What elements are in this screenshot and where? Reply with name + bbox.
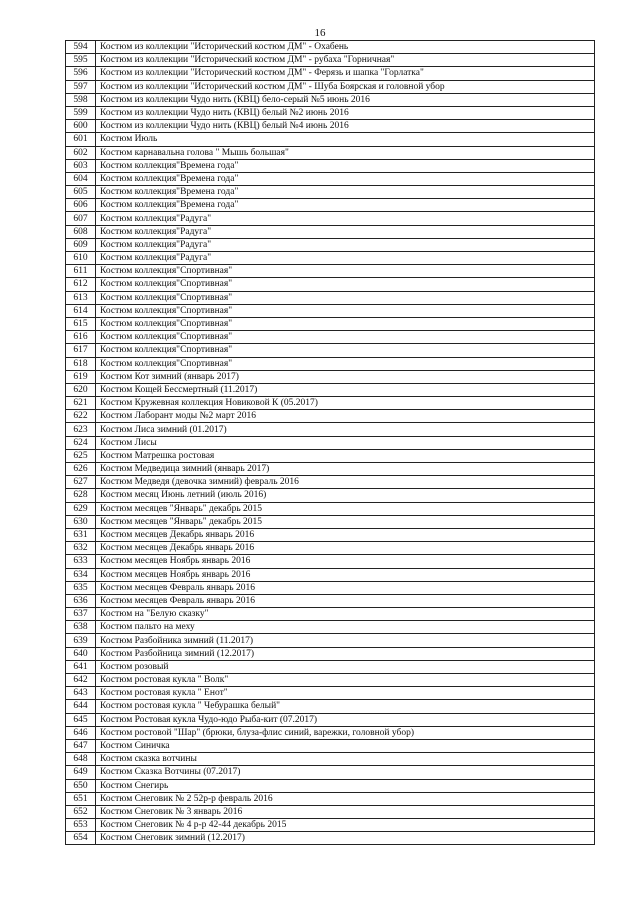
- table-row: [66, 528, 595, 541]
- row-number-cell: 632: [66, 542, 96, 555]
- item-name-cell: Костюм ростовая кукла " Волк": [96, 674, 595, 687]
- table-row: [66, 766, 595, 779]
- item-name-cell: Костюм из коллекции Чудо нить (КВЦ) белый №2 июнь 2016: [96, 106, 595, 119]
- row-number-cell: 633: [66, 555, 96, 568]
- table-row: [66, 80, 595, 93]
- item-name-cell: Костюм месяцев Ноябрь январь 2016: [96, 555, 595, 568]
- item-name-cell: Костюм из коллекции "Исторический костюм ДМ" - Ферязь и шапка "Горлатка": [96, 67, 595, 80]
- item-name-cell: Костюм из коллекции Чудо нить (КВЦ) бело-серый №5 июнь 2016: [96, 93, 595, 106]
- row-number-cell: 604: [66, 172, 96, 185]
- row-number-cell: 640: [66, 647, 96, 660]
- table-row: [66, 436, 595, 449]
- table-row: [66, 489, 595, 502]
- item-name-cell: Костюм коллекция"Спортивная": [96, 304, 595, 317]
- table-row: [66, 700, 595, 713]
- item-name-cell: Костюм Синичка: [96, 739, 595, 752]
- table-row: [66, 542, 595, 555]
- row-number-cell: 622: [66, 410, 96, 423]
- item-name-cell: Костюм Ростовая кукла Чудо-юдо Рыба-кит (07.2017): [96, 713, 595, 726]
- item-name-cell: Костюм коллекция"Спортивная": [96, 291, 595, 304]
- table-row: [66, 199, 595, 212]
- item-name-cell: Костюм из коллекции "Исторический костюм ДМ" - рубаха "Горничная": [96, 54, 595, 67]
- row-number-cell: 601: [66, 133, 96, 146]
- row-number-cell: 594: [66, 41, 96, 54]
- table-row: [66, 370, 595, 383]
- item-name-cell: Костюм коллекция"Времена года": [96, 186, 595, 199]
- row-number-cell: 626: [66, 463, 96, 476]
- table-row: [66, 819, 595, 832]
- table-row: [66, 594, 595, 607]
- row-number-cell: 618: [66, 357, 96, 370]
- row-number-cell: 644: [66, 700, 96, 713]
- row-number-cell: 647: [66, 739, 96, 752]
- row-number-cell: 642: [66, 674, 96, 687]
- row-number-cell: 631: [66, 528, 96, 541]
- item-name-cell: Костюм на "Белую сказку": [96, 608, 595, 621]
- row-number-cell: 616: [66, 331, 96, 344]
- item-name-cell: Костюм коллекция"Радуга": [96, 225, 595, 238]
- table-row: [66, 41, 595, 54]
- table-row: [66, 317, 595, 330]
- table-row: [66, 476, 595, 489]
- row-number-cell: 623: [66, 423, 96, 436]
- table-row: [66, 555, 595, 568]
- item-name-cell: Костюм месяцев Декабрь январь 2016: [96, 528, 595, 541]
- row-number-cell: 606: [66, 199, 96, 212]
- row-number-cell: 635: [66, 581, 96, 594]
- item-name-cell: Костюм розовый: [96, 660, 595, 673]
- item-name-cell: Костюм карнавальна голова " Мышь большая": [96, 146, 595, 159]
- row-number-cell: 637: [66, 608, 96, 621]
- row-number-cell: 634: [66, 568, 96, 581]
- row-number-cell: 650: [66, 779, 96, 792]
- item-name-cell: Костюм коллекция"Спортивная": [96, 357, 595, 370]
- table-row: [66, 674, 595, 687]
- table-row: [66, 753, 595, 766]
- row-number-cell: 597: [66, 80, 96, 93]
- table-row: [66, 779, 595, 792]
- row-number-cell: 638: [66, 621, 96, 634]
- table-row: [66, 832, 595, 845]
- row-number-cell: 652: [66, 805, 96, 818]
- row-number-cell: 648: [66, 753, 96, 766]
- table-row: [66, 792, 595, 805]
- item-name-cell: Костюм Кружевная коллекция Новиковой К (05.2017): [96, 397, 595, 410]
- table-row: [66, 291, 595, 304]
- table-row: [66, 265, 595, 278]
- table-row: [66, 238, 595, 251]
- table-row: [66, 106, 595, 119]
- item-name-cell: Костюм из коллекции "Исторический костюм ДМ" - Шуба Боярская и головной убор: [96, 80, 595, 93]
- table-row: [66, 159, 595, 172]
- item-name-cell: Костюм Лаборант моды №2 март 2016: [96, 410, 595, 423]
- table-row: [66, 568, 595, 581]
- item-name-cell: Костюм коллекция"Спортивная": [96, 278, 595, 291]
- row-number-cell: 612: [66, 278, 96, 291]
- table-row: [66, 621, 595, 634]
- item-name-cell: Костюм Матрешка ростовая: [96, 449, 595, 462]
- table-row: [66, 304, 595, 317]
- item-name-cell: Костюм Разбойника зимний (11.2017): [96, 634, 595, 647]
- item-name-cell: Костюм Лиса зимний (01.2017): [96, 423, 595, 436]
- row-number-cell: 641: [66, 660, 96, 673]
- item-name-cell: Костюм месяцев "Январь" декабрь 2015: [96, 515, 595, 528]
- item-name-cell: Костюм сказка вотчины: [96, 753, 595, 766]
- item-name-cell: Костюм Снеговик зимний (12.2017): [96, 832, 595, 845]
- item-name-cell: Костюм Снегирь: [96, 779, 595, 792]
- row-number-cell: 609: [66, 238, 96, 251]
- table-row: [66, 687, 595, 700]
- row-number-cell: 627: [66, 476, 96, 489]
- item-name-cell: Костюм Разбойница зимний (12.2017): [96, 647, 595, 660]
- row-number-cell: 595: [66, 54, 96, 67]
- row-number-cell: 602: [66, 146, 96, 159]
- item-name-cell: Костюм Сказка Вотчины (07.2017): [96, 766, 595, 779]
- table-row: [66, 739, 595, 752]
- row-number-cell: 615: [66, 317, 96, 330]
- table-row: [66, 581, 595, 594]
- item-name-cell: Костюм коллекция"Радуга": [96, 238, 595, 251]
- table-row: [66, 713, 595, 726]
- row-number-cell: 654: [66, 832, 96, 845]
- row-number-cell: 629: [66, 502, 96, 515]
- table-row: [66, 225, 595, 238]
- row-number-cell: 621: [66, 397, 96, 410]
- item-name-cell: Костюм Кощей Бессмертный (11.2017): [96, 383, 595, 396]
- row-number-cell: 639: [66, 634, 96, 647]
- item-name-cell: Костюм коллекция"Спортивная": [96, 317, 595, 330]
- row-number-cell: 613: [66, 291, 96, 304]
- table-row: [66, 515, 595, 528]
- table-row: [66, 502, 595, 515]
- table-row: [66, 647, 595, 660]
- row-number-cell: 610: [66, 252, 96, 265]
- table-row: [66, 212, 595, 225]
- item-name-cell: Костюм месяцев "Январь" декабрь 2015: [96, 502, 595, 515]
- page-number: 16: [314, 27, 326, 39]
- table-row: [66, 608, 595, 621]
- item-name-cell: Костюм Снеговик № 4 р-р 42-44 декабрь 2015: [96, 819, 595, 832]
- table-row: [66, 93, 595, 106]
- item-name-cell: Костюм Снеговик № 3 январь 2016: [96, 805, 595, 818]
- item-name-cell: Костюм Лисы: [96, 436, 595, 449]
- table-row: [66, 133, 595, 146]
- item-name-cell: Костюм пальто на меху: [96, 621, 595, 634]
- row-number-cell: 600: [66, 120, 96, 133]
- item-name-cell: Костюм из коллекции Чудо нить (КВЦ) белый №4 июнь 2016: [96, 120, 595, 133]
- item-name-cell: Костюм коллекция"Спортивная": [96, 265, 595, 278]
- row-number-cell: 611: [66, 265, 96, 278]
- row-number-cell: 617: [66, 344, 96, 357]
- item-name-cell: Костюм коллекция"Времена года": [96, 159, 595, 172]
- table-row: [66, 463, 595, 476]
- item-name-cell: Костюм ростовая кукла " Енот": [96, 687, 595, 700]
- row-number-cell: 636: [66, 594, 96, 607]
- table-row: [66, 146, 595, 159]
- item-name-cell: Костюм месяцев Ноябрь январь 2016: [96, 568, 595, 581]
- item-name-cell: Костюм ростовой "Шар" (брюки, блуза-флис синий, варежки, головной убор): [96, 726, 595, 739]
- item-name-cell: Костюм месяцев Декабрь январь 2016: [96, 542, 595, 555]
- row-number-cell: 628: [66, 489, 96, 502]
- table-row: [66, 357, 595, 370]
- row-number-cell: 599: [66, 106, 96, 119]
- item-name-cell: Костюм из коллекции "Исторический костюм ДМ" - Охабень: [96, 41, 595, 54]
- table-row: [66, 410, 595, 423]
- table-row: [66, 344, 595, 357]
- item-name-cell: Костюм коллекция"Спортивная": [96, 331, 595, 344]
- item-name-cell: Костюм коллекция"Времена года": [96, 199, 595, 212]
- row-number-cell: 596: [66, 67, 96, 80]
- item-name-cell: Костюм Июль: [96, 133, 595, 146]
- table-row: [66, 449, 595, 462]
- table-row: [66, 252, 595, 265]
- row-number-cell: 607: [66, 212, 96, 225]
- item-name-cell: Костюм Медведя (девочка зимний) февраль 2016: [96, 476, 595, 489]
- item-name-cell: Костюм коллекция"Радуга": [96, 252, 595, 265]
- item-name-cell: Костюм Снеговик № 2 52р-р февраль 2016: [96, 792, 595, 805]
- item-name-cell: Костюм Кот зимний (январь 2017): [96, 370, 595, 383]
- row-number-cell: 620: [66, 383, 96, 396]
- inventory-table-body: [66, 41, 595, 845]
- item-name-cell: Костюм коллекция"Радуга": [96, 212, 595, 225]
- table-row: [66, 120, 595, 133]
- table-row: [66, 67, 595, 80]
- item-name-cell: Костюм месяцев Февраль январь 2016: [96, 594, 595, 607]
- item-name-cell: Костюм месяцев Февраль январь 2016: [96, 581, 595, 594]
- item-name-cell: Костюм месяц Июнь летний (июль 2016): [96, 489, 595, 502]
- table-row: [66, 726, 595, 739]
- row-number-cell: 649: [66, 766, 96, 779]
- table-row: [66, 331, 595, 344]
- row-number-cell: 651: [66, 792, 96, 805]
- item-name-cell: Костюм Медведица зимний (январь 2017): [96, 463, 595, 476]
- row-number-cell: 605: [66, 186, 96, 199]
- table-row: [66, 634, 595, 647]
- table-row: [66, 186, 595, 199]
- row-number-cell: 646: [66, 726, 96, 739]
- row-number-cell: 603: [66, 159, 96, 172]
- row-number-cell: 643: [66, 687, 96, 700]
- table-row: [66, 54, 595, 67]
- table-row: [66, 423, 595, 436]
- row-number-cell: 625: [66, 449, 96, 462]
- table-row: [66, 805, 595, 818]
- row-number-cell: 645: [66, 713, 96, 726]
- row-number-cell: 608: [66, 225, 96, 238]
- row-number-cell: 624: [66, 436, 96, 449]
- item-name-cell: Костюм ростовая кукла " Чебурашка белый": [96, 700, 595, 713]
- table-row: [66, 172, 595, 185]
- table-row: [66, 397, 595, 410]
- row-number-cell: 653: [66, 819, 96, 832]
- row-number-cell: 619: [66, 370, 96, 383]
- table-row: [66, 383, 595, 396]
- row-number-cell: 598: [66, 93, 96, 106]
- item-name-cell: Костюм коллекция"Времена года": [96, 172, 595, 185]
- row-number-cell: 614: [66, 304, 96, 317]
- table-row: [66, 660, 595, 673]
- item-name-cell: Костюм коллекция"Спортивная": [96, 344, 595, 357]
- row-number-cell: 630: [66, 515, 96, 528]
- table-row: [66, 278, 595, 291]
- inventory-table: [65, 40, 595, 845]
